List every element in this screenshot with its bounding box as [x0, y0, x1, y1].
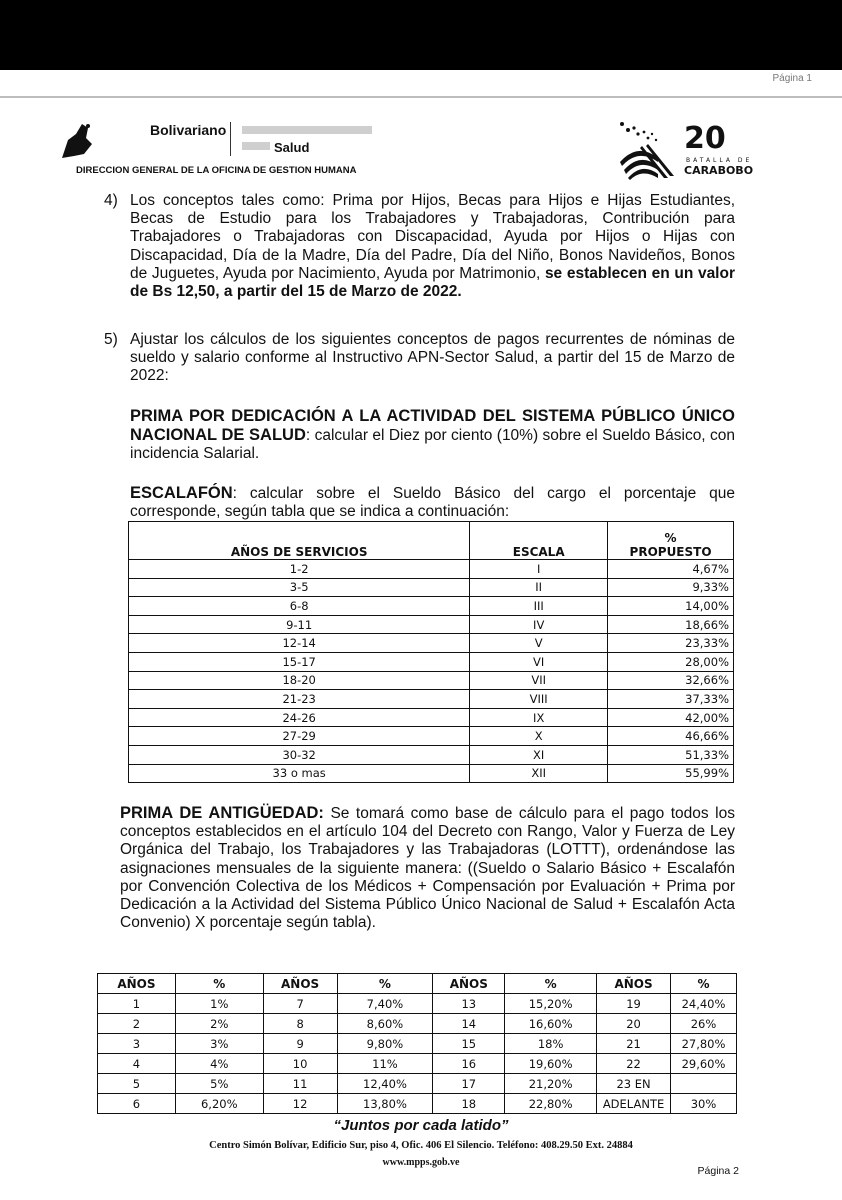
- escala-cell: IV: [470, 615, 608, 634]
- anos-cell: 8: [263, 1014, 337, 1034]
- propuesto-cell: 23,33%: [608, 634, 734, 653]
- anos-cell: 33 o mas: [129, 764, 470, 783]
- escala-cell: VII: [470, 671, 608, 690]
- header-propuesto-label: PROPUESTO: [629, 545, 712, 559]
- anos-cell: 15-17: [129, 652, 470, 671]
- escala-cell: X: [470, 727, 608, 746]
- escala-cell: VIII: [470, 690, 608, 709]
- anos-cell: 24-26: [129, 708, 470, 727]
- escala-cell: II: [470, 578, 608, 597]
- table-row: [98, 1054, 737, 1074]
- header-anos: AÑOS: [433, 974, 505, 994]
- percent-cell: 5%: [175, 1074, 263, 1094]
- percent-cell: 11%: [337, 1054, 433, 1074]
- propuesto-cell: 4,67%: [608, 560, 734, 579]
- escala-cell: V: [470, 634, 608, 653]
- propuesto-cell: 46,66%: [608, 727, 734, 746]
- table-row: [129, 578, 734, 597]
- table-row: [129, 727, 734, 746]
- salud-label: Salud: [274, 140, 310, 155]
- blurred-text: [242, 126, 372, 134]
- percent-cell: 12,40%: [337, 1074, 433, 1094]
- anos-cell: 16: [433, 1054, 505, 1074]
- header-rule: [0, 96, 842, 98]
- percent-cell: 4%: [175, 1054, 263, 1074]
- anos-cell: 13: [433, 994, 505, 1014]
- percent-cell: 22,80%: [505, 1094, 597, 1114]
- anos-cell: 9-11: [129, 615, 470, 634]
- percent-cell: [671, 1074, 737, 1094]
- svg-text:20: 20: [684, 121, 726, 156]
- table-header-row: [129, 522, 734, 560]
- percent-cell: 15,20%: [505, 994, 597, 1014]
- footer-motto: “Juntos por cada latido”: [333, 1117, 509, 1134]
- propuesto-cell: 37,33%: [608, 690, 734, 709]
- anos-cell: 27-29: [129, 727, 470, 746]
- prima-dedicacion-paragraph: [130, 407, 735, 464]
- percent-cell: 1%: [175, 994, 263, 1014]
- header-percent: %: [505, 974, 597, 994]
- header-percent: %: [175, 974, 263, 994]
- antiguedad-text: Se tomará como base de cálculo para el pago todos los conceptos establecidos en el artículo 104 del Decreto con Rango, Valor y Fuerza de Ley Orgánica del Trabajo, los Trabajadores y las Trabajadoras (LOTTT), ordenándose las asignaciones mensuales de la siguiente manera: ((Sueldo o Salario Básico + Escalafón por Convención Colectiva de los Médicos + Compensación por Evaluación + Prima por Dedicación a la Actividad del Sistema Público Único Nacional de Salud + Escalafón Acta Convenio) X porcentaje según tabla).: [120, 805, 735, 932]
- table-header-row: [98, 974, 737, 994]
- item4-bold-text: se establecen en un valor de Bs 12,50, a partir del 15 de Marzo de 2022.: [130, 264, 735, 301]
- item4-number: 4): [104, 192, 118, 209]
- antiguedad-paragraph: [120, 804, 735, 932]
- anos-cell: 12: [263, 1094, 337, 1114]
- antiguedad-title: PRIMA DE ANTIGÜEDAD:: [120, 804, 324, 822]
- percent-cell: 8,60%: [337, 1014, 433, 1034]
- anos-cell: 9: [263, 1034, 337, 1054]
- propuesto-cell: 42,00%: [608, 708, 734, 727]
- percent-cell: 9,80%: [337, 1034, 433, 1054]
- escala-cell: VI: [470, 652, 608, 671]
- anos-cell: 17: [433, 1074, 505, 1094]
- anos-cell: 1: [98, 994, 176, 1014]
- anos-cell: 14: [433, 1014, 505, 1034]
- table-row: [129, 690, 734, 709]
- escalafon-table: [128, 521, 734, 783]
- anos-cell: 23 EN: [597, 1074, 671, 1094]
- anos-cell: 19: [597, 994, 671, 1014]
- anos-cell: 2: [98, 1014, 176, 1034]
- percent-cell: 13,80%: [337, 1094, 433, 1114]
- page-number: Página 2: [697, 1165, 739, 1177]
- propuesto-cell: 51,33%: [608, 745, 734, 764]
- item4-paragraph: [130, 192, 735, 301]
- page-tag-top: Página 1: [772, 73, 812, 84]
- anos-cell: 22: [597, 1054, 671, 1074]
- item4-text: Los conceptos tales como: Prima por Hijos, Becas para Hijos e Hijas Estudiantes, Becas de Estudio para los Trabajadores y Trabajadoras, Contribución para Trabajadores o Trabajadoras con Discapacidad, Ayuda por Hijos o Hijas con Discapacidad, Día de la Madre, Día del Padre, Día del Niño, Bonos Navideños, Bonos de Juguetes, Ayuda por Nacimiento, Ayuda por Matrimonio,: [130, 192, 735, 282]
- anos-cell: 15: [433, 1034, 505, 1054]
- prima-dedicacion-title: PRIMA POR DEDICACIÓN A LA ACTIVIDAD DEL SISTEMA PÚBLICO ÚNICO NACIONAL DE SALUD: [130, 407, 735, 445]
- escala-cell: IX: [470, 708, 608, 727]
- anos-cell: 18: [433, 1094, 505, 1114]
- carabobo-logo-icon: [618, 118, 754, 180]
- percent-cell: 29,60%: [671, 1054, 737, 1074]
- prima-dedicacion-text: : calcular el Diez por ciento (10%) sobre el Sueldo Básico, con incidencia Salarial.: [130, 427, 736, 463]
- blurred-text: [242, 142, 270, 150]
- propuesto-cell: 32,66%: [608, 671, 734, 690]
- propuesto-cell: 28,00%: [608, 652, 734, 671]
- item5-paragraph: Ajustar los cálculos de los siguientes conceptos de pagos recurrentes de nóminas de sueldo y salario conforme al Instructivo APN-Sector Salud, a partir del 15 de Marzo de 2022:: [130, 331, 735, 385]
- percent-cell: 30%: [671, 1094, 737, 1114]
- escala-cell: XI: [470, 745, 608, 764]
- table-row: [129, 634, 734, 653]
- gov-label: Bolivariano: [150, 122, 227, 138]
- escala-cell: III: [470, 597, 608, 616]
- anos-cell: 4: [98, 1054, 176, 1074]
- header-anos: AÑOS: [597, 974, 671, 994]
- ministry-logo-icon: [58, 120, 94, 160]
- department-name: DIRECCION GENERAL DE LA OFICINA DE GESTION HUMANA: [76, 165, 357, 176]
- anos-cell: 5: [98, 1074, 176, 1094]
- item5-number: 5): [104, 331, 118, 348]
- header-anos: AÑOS: [98, 974, 176, 994]
- propuesto-cell: 9,33%: [608, 578, 734, 597]
- table-row: [98, 1014, 737, 1034]
- anos-cell: 6-8: [129, 597, 470, 616]
- escalafon-title: ESCALAFÓN: [130, 484, 233, 502]
- escala-cell: XII: [470, 764, 608, 783]
- anos-cell: 1-2: [129, 560, 470, 579]
- header-percent: %: [671, 974, 737, 994]
- percent-cell: 24,40%: [671, 994, 737, 1014]
- table-row: [129, 708, 734, 727]
- table-row: [129, 652, 734, 671]
- header-percent: %: [337, 974, 433, 994]
- escalafon-paragraph: [130, 484, 735, 521]
- anos-cell: 11: [263, 1074, 337, 1094]
- anos-cell: 30-32: [129, 745, 470, 764]
- anos-cell: 7: [263, 994, 337, 1014]
- table-row: [98, 1034, 737, 1054]
- table-row: [129, 560, 734, 579]
- percent-cell: 21,20%: [505, 1074, 597, 1094]
- percent-cell: 16,60%: [505, 1014, 597, 1034]
- table-row: [129, 764, 734, 783]
- anos-cell: 21: [597, 1034, 671, 1054]
- anos-cell: 3-5: [129, 578, 470, 597]
- percent-cell: 18%: [505, 1034, 597, 1054]
- header-percent: %: [664, 531, 677, 545]
- percent-cell: 19,60%: [505, 1054, 597, 1074]
- anos-cell: 3: [98, 1034, 176, 1054]
- table-row: [129, 745, 734, 764]
- anos-cell: 6: [98, 1094, 176, 1114]
- header-escala: ESCALA: [470, 522, 608, 560]
- propuesto-cell: 14,00%: [608, 597, 734, 616]
- anos-cell: ADELANTE: [597, 1094, 671, 1114]
- antiguedad-table: [97, 973, 737, 1114]
- footer-address: Centro Simón Bolívar, Edificio Sur, piso 4, Ofic. 406 El Silencio. Teléfono: 408.29.50 Ext. 24884: [209, 1140, 633, 1151]
- header-anos: AÑOS: [263, 974, 337, 994]
- propuesto-cell: 18,66%: [608, 615, 734, 634]
- top-black-bar: [0, 0, 842, 70]
- anos-cell: 21-23: [129, 690, 470, 709]
- anos-cell: 12-14: [129, 634, 470, 653]
- table-row: [129, 615, 734, 634]
- percent-cell: 7,40%: [337, 994, 433, 1014]
- table-row: [98, 1074, 737, 1094]
- anos-cell: 20: [597, 1014, 671, 1034]
- footer-website: www.mpps.gob.ve: [382, 1157, 460, 1168]
- svg-text:CARABOBO: CARABOBO: [684, 164, 754, 177]
- escalafon-text: : calcular sobre el Sueldo Básico del cargo el porcentaje que corresponde, según tabla que se indica a continuación:: [130, 485, 735, 521]
- table-row: [98, 1094, 737, 1114]
- percent-cell: 27,80%: [671, 1034, 737, 1054]
- percent-cell: 3%: [175, 1034, 263, 1054]
- percent-cell: 2%: [175, 1014, 263, 1034]
- header-propuesto: [608, 522, 734, 560]
- table-row: [129, 597, 734, 616]
- percent-cell: 26%: [671, 1014, 737, 1034]
- propuesto-cell: 55,99%: [608, 764, 734, 783]
- percent-cell: 6,20%: [175, 1094, 263, 1114]
- escala-cell: I: [470, 560, 608, 579]
- anos-cell: 18-20: [129, 671, 470, 690]
- anos-cell: 10: [263, 1054, 337, 1074]
- header-divider: [230, 122, 231, 156]
- table-row: [129, 671, 734, 690]
- svg-text:BATALLA DE: BATALLA DE: [686, 157, 753, 164]
- table-row: [98, 994, 737, 1014]
- header-anos-servicios: AÑOS DE SERVICIOS: [129, 522, 470, 560]
